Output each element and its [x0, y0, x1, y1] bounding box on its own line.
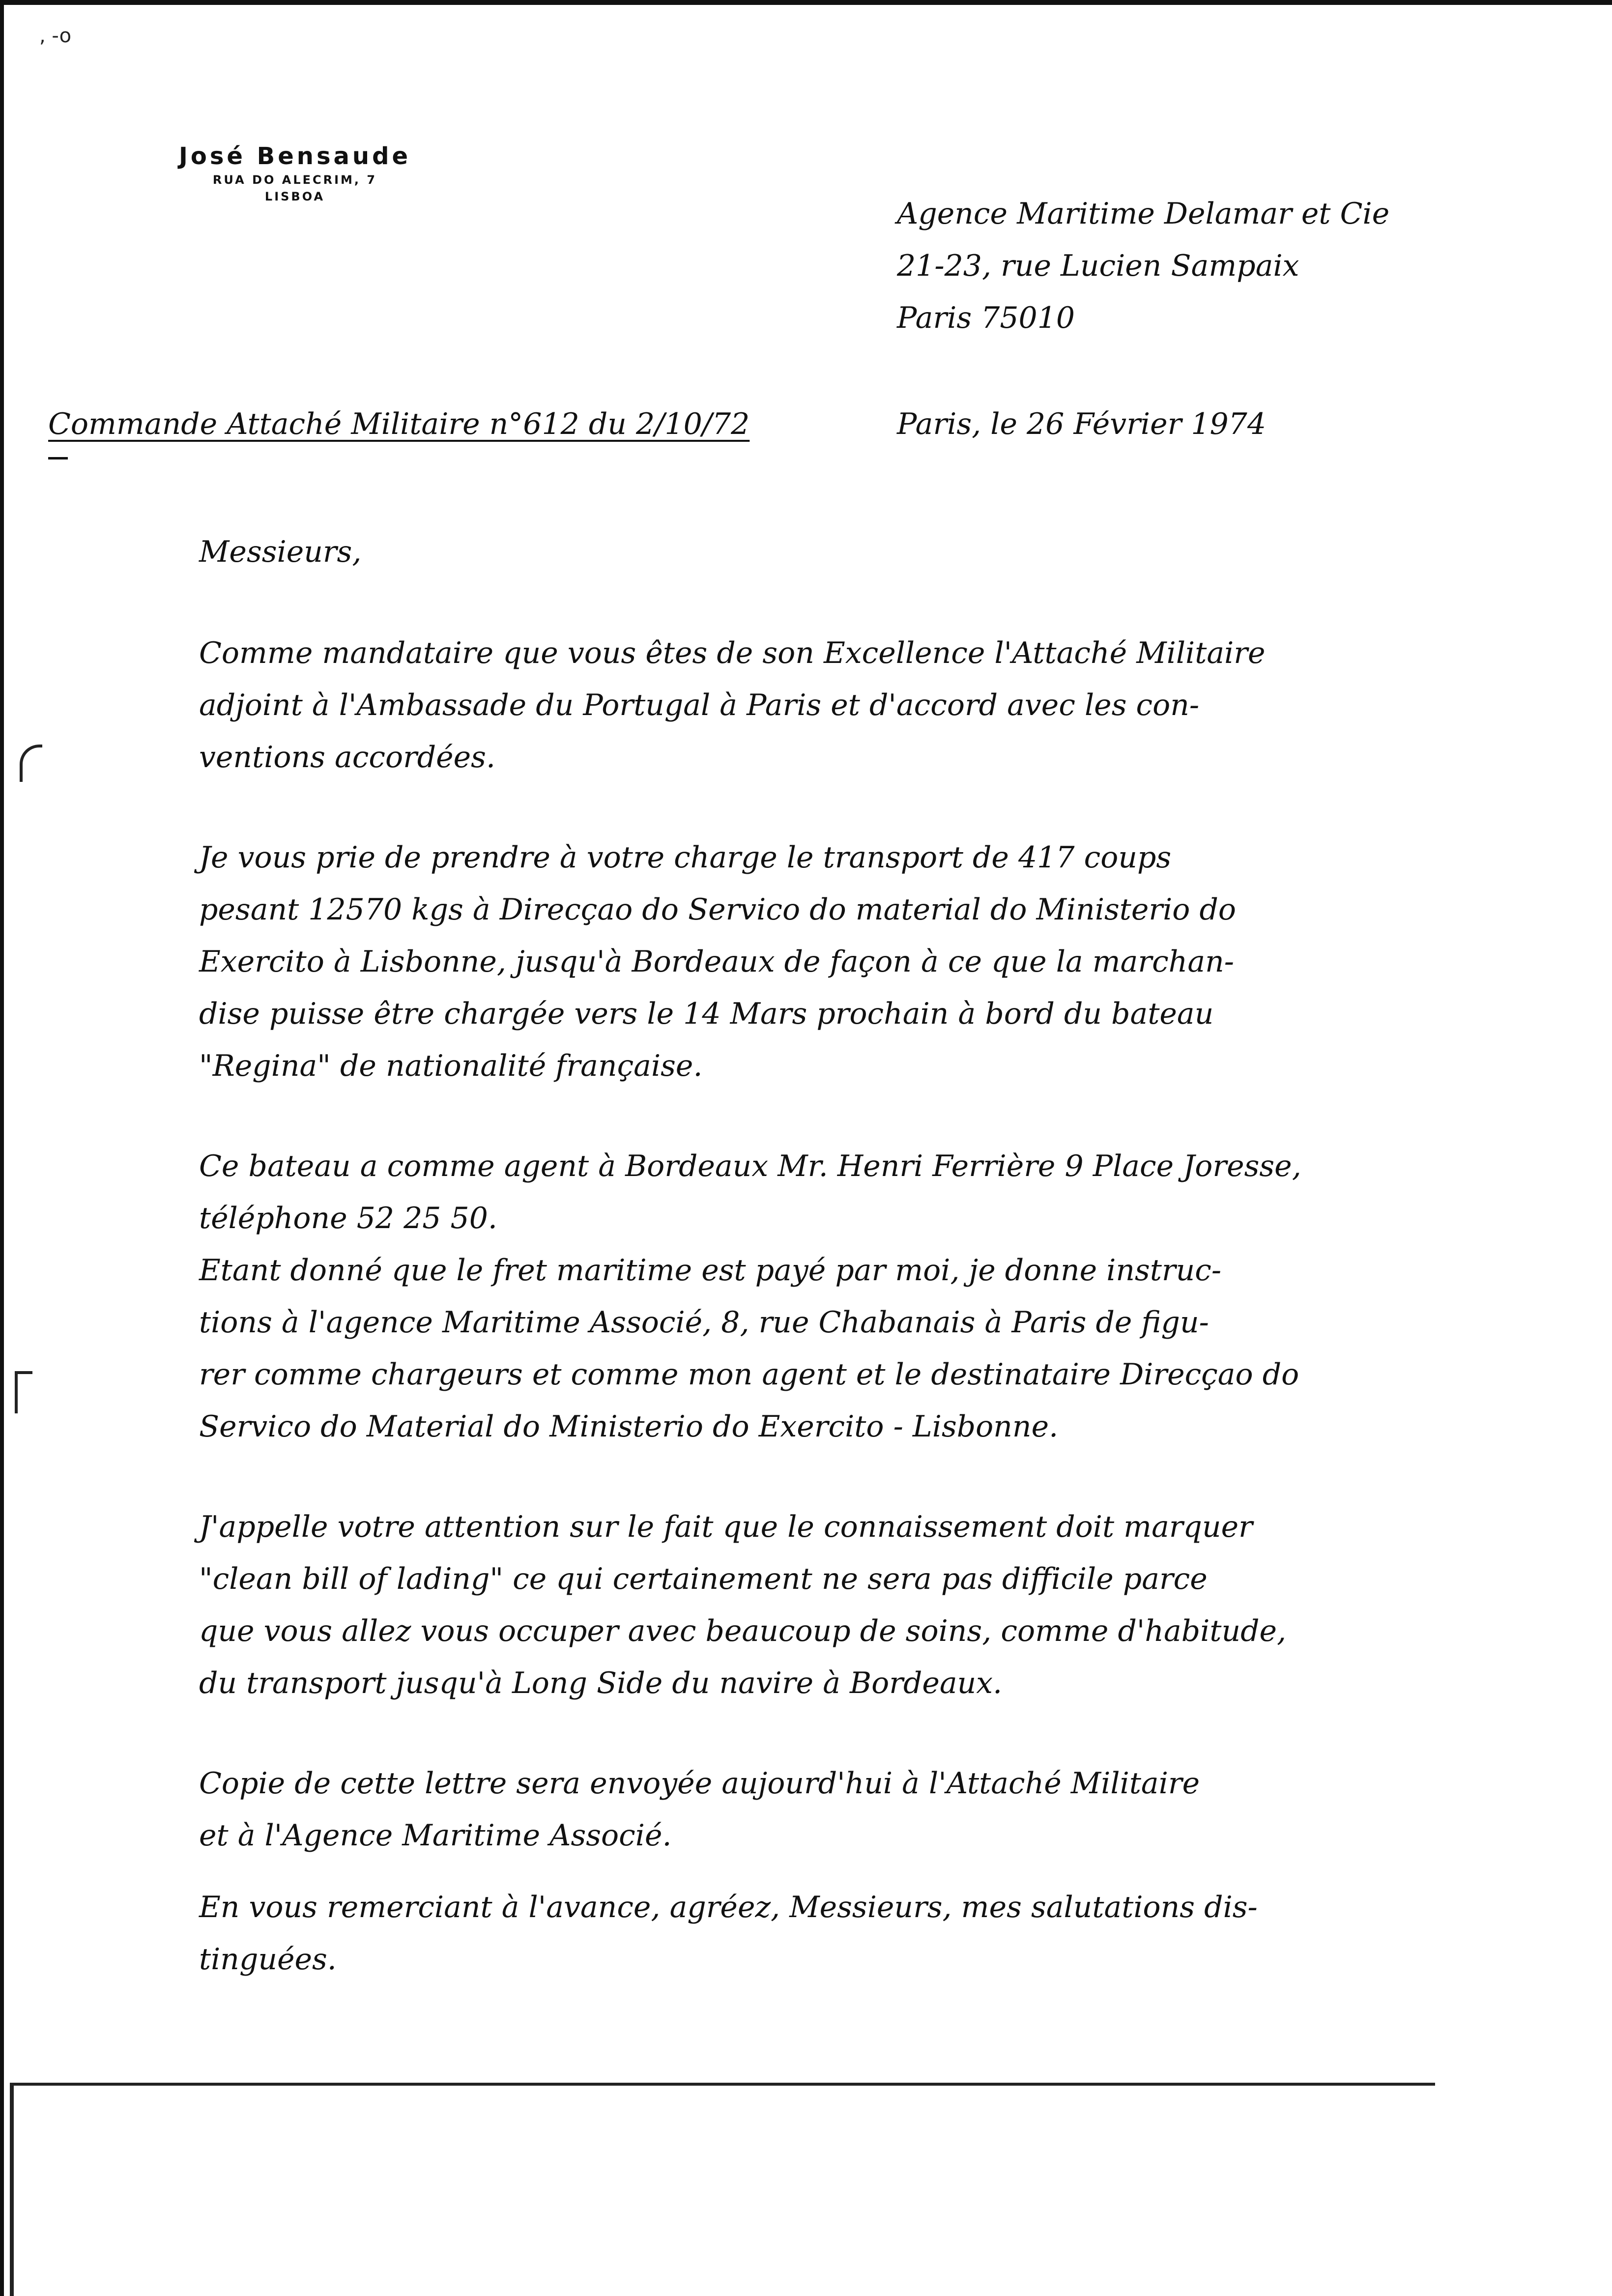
paragraph-agent-instructions [199, 1140, 1457, 1453]
paragraph-line: rer comme chargeurs et comme mon agent et le destinataire Direcçao do [199, 1357, 1299, 1392]
paragraph-copy-notice [199, 1757, 1457, 1862]
paragraph-closing [199, 1881, 1457, 1985]
paragraph-line: du transport jusqu'à Long Side du navire à Bordeaux. [199, 1666, 1003, 1700]
paragraph-line: Copie de cette lettre sera envoyée aujourd'hui à l'Attaché Militaire [199, 1766, 1200, 1801]
letterhead [147, 143, 442, 203]
paragraph-line: téléphone 52 25 50. [199, 1201, 497, 1235]
paragraph-line: Comme mandataire que vous êtes de son Excellence l'Attaché Militaire [199, 636, 1266, 670]
letterhead-name: José Bensaude [178, 143, 411, 170]
letterhead-city: LISBOA [264, 190, 325, 203]
letterhead-street: RUA DO ALECRIM, 7 [212, 173, 377, 187]
paragraph-line: Exercito à Lisbonne, jusqu'à Bordeaux de façon à ce que la marchan- [199, 945, 1235, 979]
paragraph-transport-request [199, 832, 1457, 1092]
recipient-line-1: Agence Maritime Delamar et Cie [897, 197, 1390, 231]
salutation: Messieurs, [199, 535, 362, 569]
corner-mark: , -o [39, 25, 72, 47]
paragraph-bill-of-lading [199, 1501, 1457, 1709]
paragraph-line: "clean bill of lading" ce qui certainement ne sera pas difficile parce [199, 1562, 1208, 1596]
letter-date: Paris, le 26 Février 1974 [897, 407, 1267, 441]
paragraph-line: "Regina" de nationalité française. [199, 1049, 703, 1083]
paragraph-line: En vous remerciant à l'avance, agréez, Messieurs, mes salutations dis- [199, 1890, 1258, 1924]
recipient-line-2: 21-23, rue Lucien Sampaix [897, 249, 1299, 283]
reference-dash [48, 457, 68, 459]
scan-border-bottom [10, 2083, 1435, 2086]
paragraph-line: dise puisse être chargée vers le 14 Mars prochain à bord du bateau [199, 997, 1214, 1031]
paragraph-line: Etant donné que le fret maritime est payé par moi, je donne instruc- [199, 1253, 1222, 1288]
paragraph-line: J'appelle votre attention sur le fait que le connaissement doit marquer [199, 1510, 1253, 1544]
paragraph-line: tions à l'agence Maritime Associé, 8, rue Chabanais à Paris de figu- [199, 1305, 1209, 1340]
letter-body [199, 526, 1457, 2034]
paragraph-line: Servico do Material do Ministerio do Exercito - Lisbonne. [199, 1409, 1059, 1444]
scan-border-left [0, 0, 4, 2296]
paragraph-line: pesant 12570 kgs à Direcçao do Servico do material do Ministerio do [199, 892, 1237, 927]
margin-bracket-mark-2 [15, 1371, 32, 1413]
paragraph-line: Ce bateau a comme agent à Bordeaux Mr. Henri Ferrière 9 Place Joresse, [199, 1149, 1301, 1183]
order-reference: Commande Attaché Militaire n°612 du 2/10/72 [48, 407, 750, 441]
recipient-line-3: Paris 75010 [897, 301, 1075, 335]
scan-border-bottom-left [10, 2083, 14, 2296]
paragraph-line: tinguées. [199, 1942, 337, 1977]
paragraph-line: et à l'Agence Maritime Associé. [199, 1818, 672, 1853]
paragraph-line: Je vous prie de prendre à votre charge le transport de 417 coups [199, 840, 1172, 875]
scan-border-top [0, 0, 1612, 5]
paragraph-mandate [199, 627, 1457, 783]
paragraph-line: adjoint à l'Ambassade du Portugal à Paris et d'accord avec les con- [199, 688, 1200, 722]
paragraph-line: que vous allez vous occuper avec beaucoup de soins, comme d'habitude, [199, 1614, 1287, 1648]
margin-bracket-mark [20, 745, 42, 782]
recipient-address [897, 188, 1536, 344]
paragraph-line: ventions accordées. [199, 740, 496, 775]
